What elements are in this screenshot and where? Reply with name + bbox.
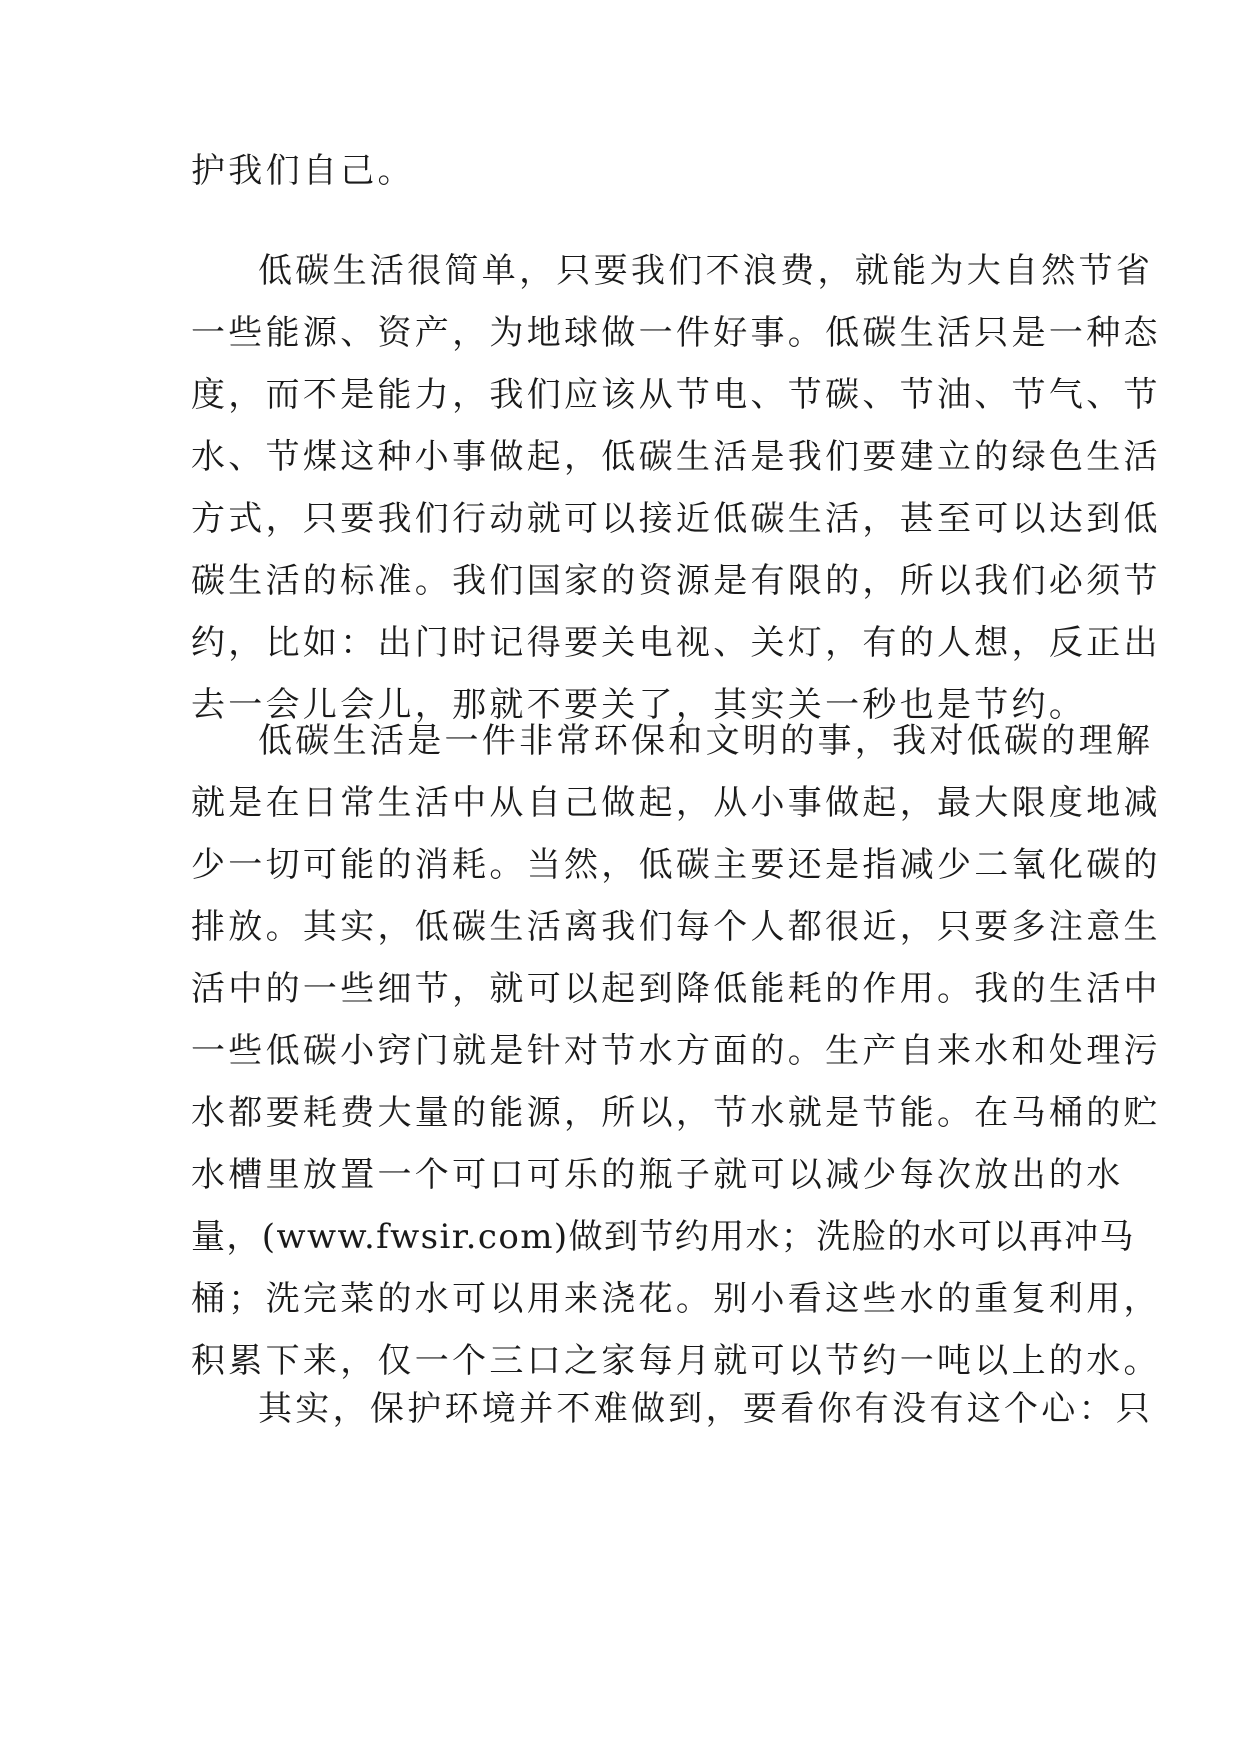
text-line: 水都要耗费大量的能源，所以，节水就是节能。在马桶的贮 bbox=[191, 1093, 1161, 1133]
text-line: 约，比如：出门时记得要关电视、关灯，有的人想，反正出 bbox=[191, 623, 1161, 663]
text-line: 桶；洗完菜的水可以用来浇花。别小看这些水的重复利用， bbox=[191, 1279, 1161, 1319]
text-line: 水槽里放置一个可口可乐的瓶子就可以减少每次放出的水 bbox=[191, 1155, 1124, 1195]
text-line: 一些低碳小窍门就是针对节水方面的。生产自来水和处理污 bbox=[191, 1031, 1161, 1071]
text-line: 水、节煤这种小事做起，低碳生活是我们要建立的绿色生活 bbox=[191, 437, 1161, 477]
text-line: 方式，只要我们行动就可以接近低碳生活，甚至可以达到低 bbox=[191, 499, 1161, 539]
paragraph-low-carbon-understanding bbox=[191, 710, 1161, 1392]
text-line: 少一切可能的消耗。当然，低碳主要还是指减少二氧化碳的 bbox=[191, 845, 1161, 885]
text-line: 低碳生活很简单，只要我们不浪费，就能为大自然节省 bbox=[258, 251, 1154, 291]
text-line: 低碳生活是一件非常环保和文明的事，我对低碳的理解 bbox=[258, 721, 1154, 761]
paragraph-protect-environment bbox=[191, 1378, 1154, 1440]
paragraph-fragment bbox=[191, 140, 1051, 202]
text-line: 其实，保护环境并不难做到，要看你有没有这个心：只 bbox=[258, 1389, 1154, 1429]
text-line: 积累下来，仅一个三口之家每月就可以节约一吨以上的水。 bbox=[191, 1341, 1161, 1381]
text-line: 就是在日常生活中从自己做起，从小事做起，最大限度地减 bbox=[191, 783, 1161, 823]
paragraph-low-carbon-simple bbox=[191, 240, 1161, 736]
text-line: 排放。其实，低碳生活离我们每个人都很近，只要多注意生 bbox=[191, 907, 1161, 947]
text-line: 度，而不是能力，我们应该从节电、节碳、节油、节气、节 bbox=[191, 375, 1161, 415]
text-line: 一些能源、资产，为地球做一件好事。低碳生活只是一种态 bbox=[191, 313, 1161, 353]
text-line: 碳生活的标准。我们国家的资源是有限的，所以我们必须节 bbox=[191, 561, 1161, 601]
text-line: 活中的一些细节，就可以起到降低能耗的作用。我的生活中 bbox=[191, 969, 1161, 1009]
text-line: 量，(www.fwsir.com)做到节约用水；洗脸的水可以再冲马 bbox=[191, 1217, 1135, 1257]
text-line: 去一会儿会儿，那就不要关了，其实关一秒也是节约。 bbox=[191, 685, 1087, 725]
text-line: 护我们自己。 bbox=[191, 151, 415, 191]
